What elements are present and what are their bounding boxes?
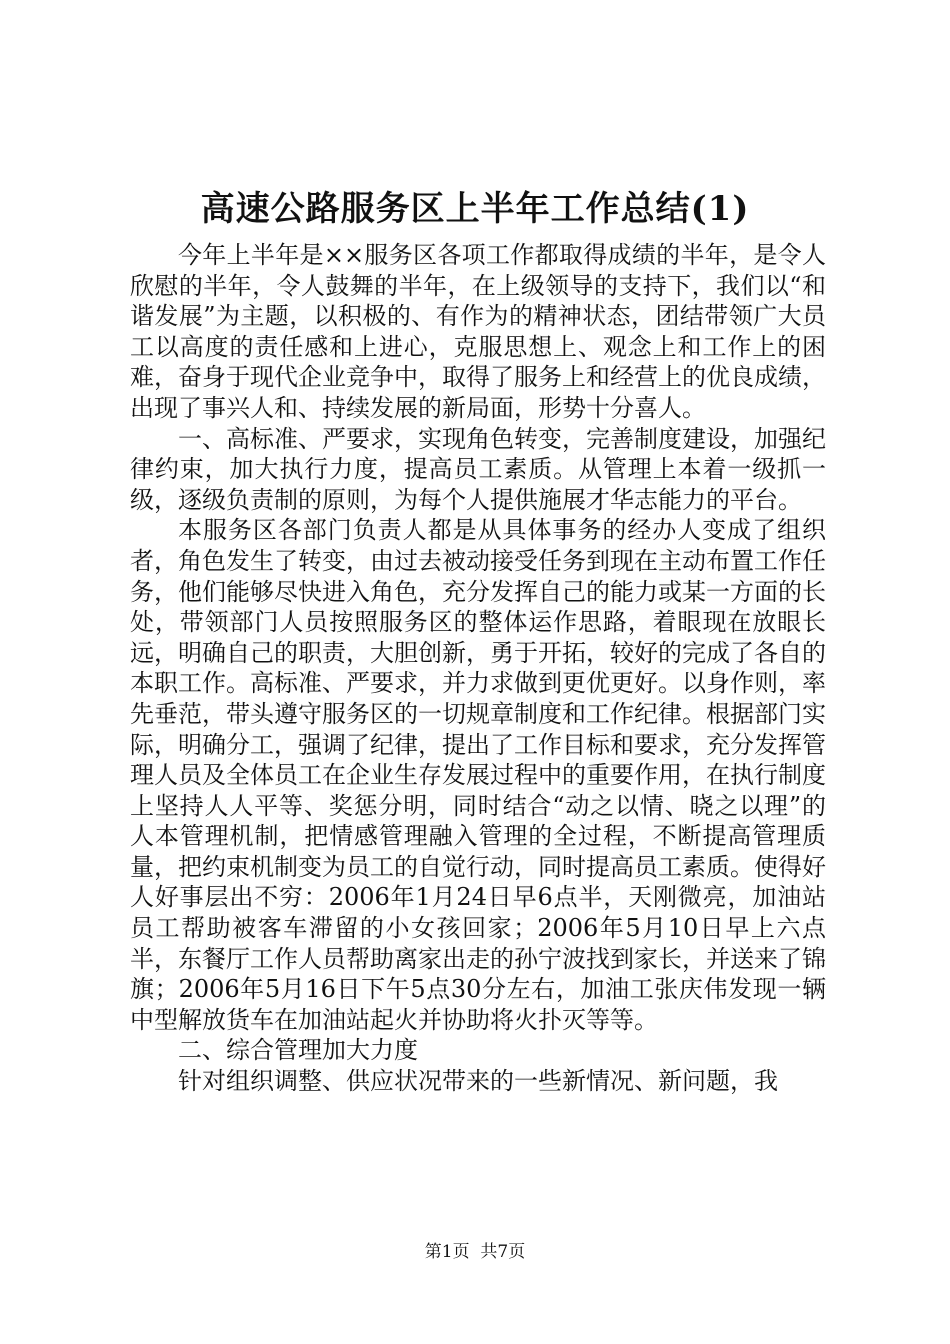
document-body <box>130 240 826 1097</box>
paragraph-section-one-detail: 本服务区各部门负责人都是从具体事务的经办人变成了组织者，角色发生了转变，由过去被动接受任务到现在主动布置工作任务，他们能够尽快进入角色，充分发挥自己的能力或某一方面的长处，带领部门人员按照服务区的整体运作思路，着眼现在放眼长远，明确自己的职责，大胆创新，勇于开拓，较好的完成了各自的本职工作。高标准、严要求，并力求做到更优更好。以身作则，率先垂范，带头遵守服务区的一切规章制度和工作纪律。根据部门实际，明确分工，强调了纪律，提出了工作目标和要求，充分发挥管理人员及全体员工在企业生存发展过程中的重要作用，在执行制度上坚持人人平等、奖惩分明，同时结合“动之以情、晓之以理”的人本管理机制，把情感管理融入管理的全过程，不断提高管理质量，把约束机制变为员工的自觉行动，同时提高员工素质。使得好人好事层出不穷：2006年1月24日早6点半，天刚微亮，加油站员工帮助被客车滞留的小女孩回家；2006年5月10日早上六点半，东餐厅工作人员帮助离家出走的孙宁波找到家长，并送来了锦旗；2006年5月16日下午5点30分左右，加油工张庆伟发现一辆中型解放货车在加油站起火并协助将火扑灭等等。 <box>130 516 826 1034</box>
paragraph-section-two: 针对组织调整、供应状况带来的一些新情况、新问题，我 <box>178 1067 778 1096</box>
page-number-footer: 第1页 共7页 <box>424 1242 526 1262</box>
heading-section-two: 二、综合管理加大力度 <box>178 1036 418 1065</box>
document-title: 高速公路服务区上半年工作总结(1) <box>200 189 750 229</box>
paragraph-section-one: 一、高标准、严要求，实现角色转变，完善制度建设，加强纪律约束，加大执行力度，提高员工素质。从管理上本着一级抓一级，逐级负责制的原则，为每个人提供施展才华志能力的平台。 <box>130 424 826 514</box>
paragraph-intro: 今年上半年是××服务区各项工作都取得成绩的半年，是令人欣慰的半年，令人鼓舞的半年，在上级领导的支持下，我们以“和谐发展”为主题，以积极的、有作为的精神状态，团结带领广大员工以高度的责任感和上进心，克服思想上、观念上和工作上的困难，奋身于现代企业竞争中，取得了服务上和经营上的优良成绩，出现了事兴人和、持续发展的新局面，形势十分喜人。 <box>130 241 826 422</box>
